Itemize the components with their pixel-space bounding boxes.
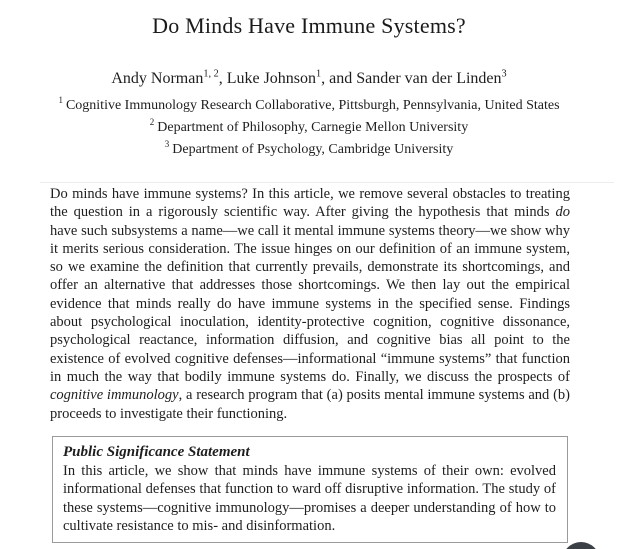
abstract-segment-italic: cognitive immunology	[50, 387, 179, 404]
author-line	[0, 70, 618, 88]
abstract-segment: Do minds have immune systems? In this article, we remove several obstacles to treating the question in a rigorously scientific way. After giving the hypothesis that minds	[50, 186, 570, 221]
abstract-segment-italic: do	[555, 204, 570, 221]
abstract-segment: have such subsystems a name—we call it mental immune systems theory—we show why it merits serious consideration. The issue hinges on our definition of an immune system, so we examine the definition that currently prevails, demonstrate its shortcomings, and offer an alternative that addresses those shortcomings. We then lay out the empirical evidence that minds really do have immune systems in the specified sense. Findings about psychological inoculation, identity-protective cognition, cognitive dissonance, psychological reactance, information diffusion, and cognitive bias all point to the existence of evolved cognitive defenses—informational “immune systems” that function in much the way that bodily immune systems do. Finally, we discuss the prospects of	[50, 222, 570, 385]
affiliation-3-marker: 3	[164, 139, 170, 150]
author-1-affiliation-marker: 1, 2	[203, 68, 219, 80]
affiliation-2-marker: 2	[149, 117, 155, 128]
author-name-1: Andy Norman	[111, 70, 204, 87]
section-divider	[40, 182, 614, 183]
author-name-3: Sander van der Linden	[356, 70, 502, 87]
author-2-affiliation-marker: 1	[316, 68, 322, 80]
affiliation-1-marker: 1	[58, 95, 63, 106]
affiliation-2	[0, 117, 618, 139]
abstract-segment: , a research program that (a) posits mental immune systems and (b) proceeds to investigate their functioning.	[50, 387, 570, 422]
author-name-2: Luke Johnson	[226, 70, 317, 87]
significance-body: In this article, we show that minds have immune systems of their own: evolved informational defenses that function to ward off disruptive information. The study of these systems—cognitive immunology—promises a deeper understanding of how to cultivate resistance to mis- and disinformation.	[63, 463, 556, 535]
abstract-paragraph	[50, 185, 570, 423]
author-separator-1: ,	[218, 70, 227, 87]
author-separator-2: , and	[321, 70, 357, 87]
floating-action-button[interactable]	[562, 542, 600, 549]
paper-title: Do Minds Have Immune Systems?	[152, 13, 466, 38]
affiliation-block	[0, 95, 618, 161]
author-3-affiliation-marker: 3	[501, 68, 507, 80]
affiliation-1-text: Cognitive Immunology Research Collaborative, Pittsburgh, Pennsylvania, United States	[65, 98, 560, 113]
public-significance-box	[52, 436, 568, 543]
affiliation-3	[0, 139, 618, 161]
significance-heading: Public Significance Statement	[63, 444, 250, 460]
affiliation-2-text: Department of Philosophy, Carnegie Mellon University	[157, 120, 469, 135]
affiliation-1	[0, 95, 618, 117]
affiliation-3-text: Department of Psychology, Cambridge University	[172, 142, 454, 157]
